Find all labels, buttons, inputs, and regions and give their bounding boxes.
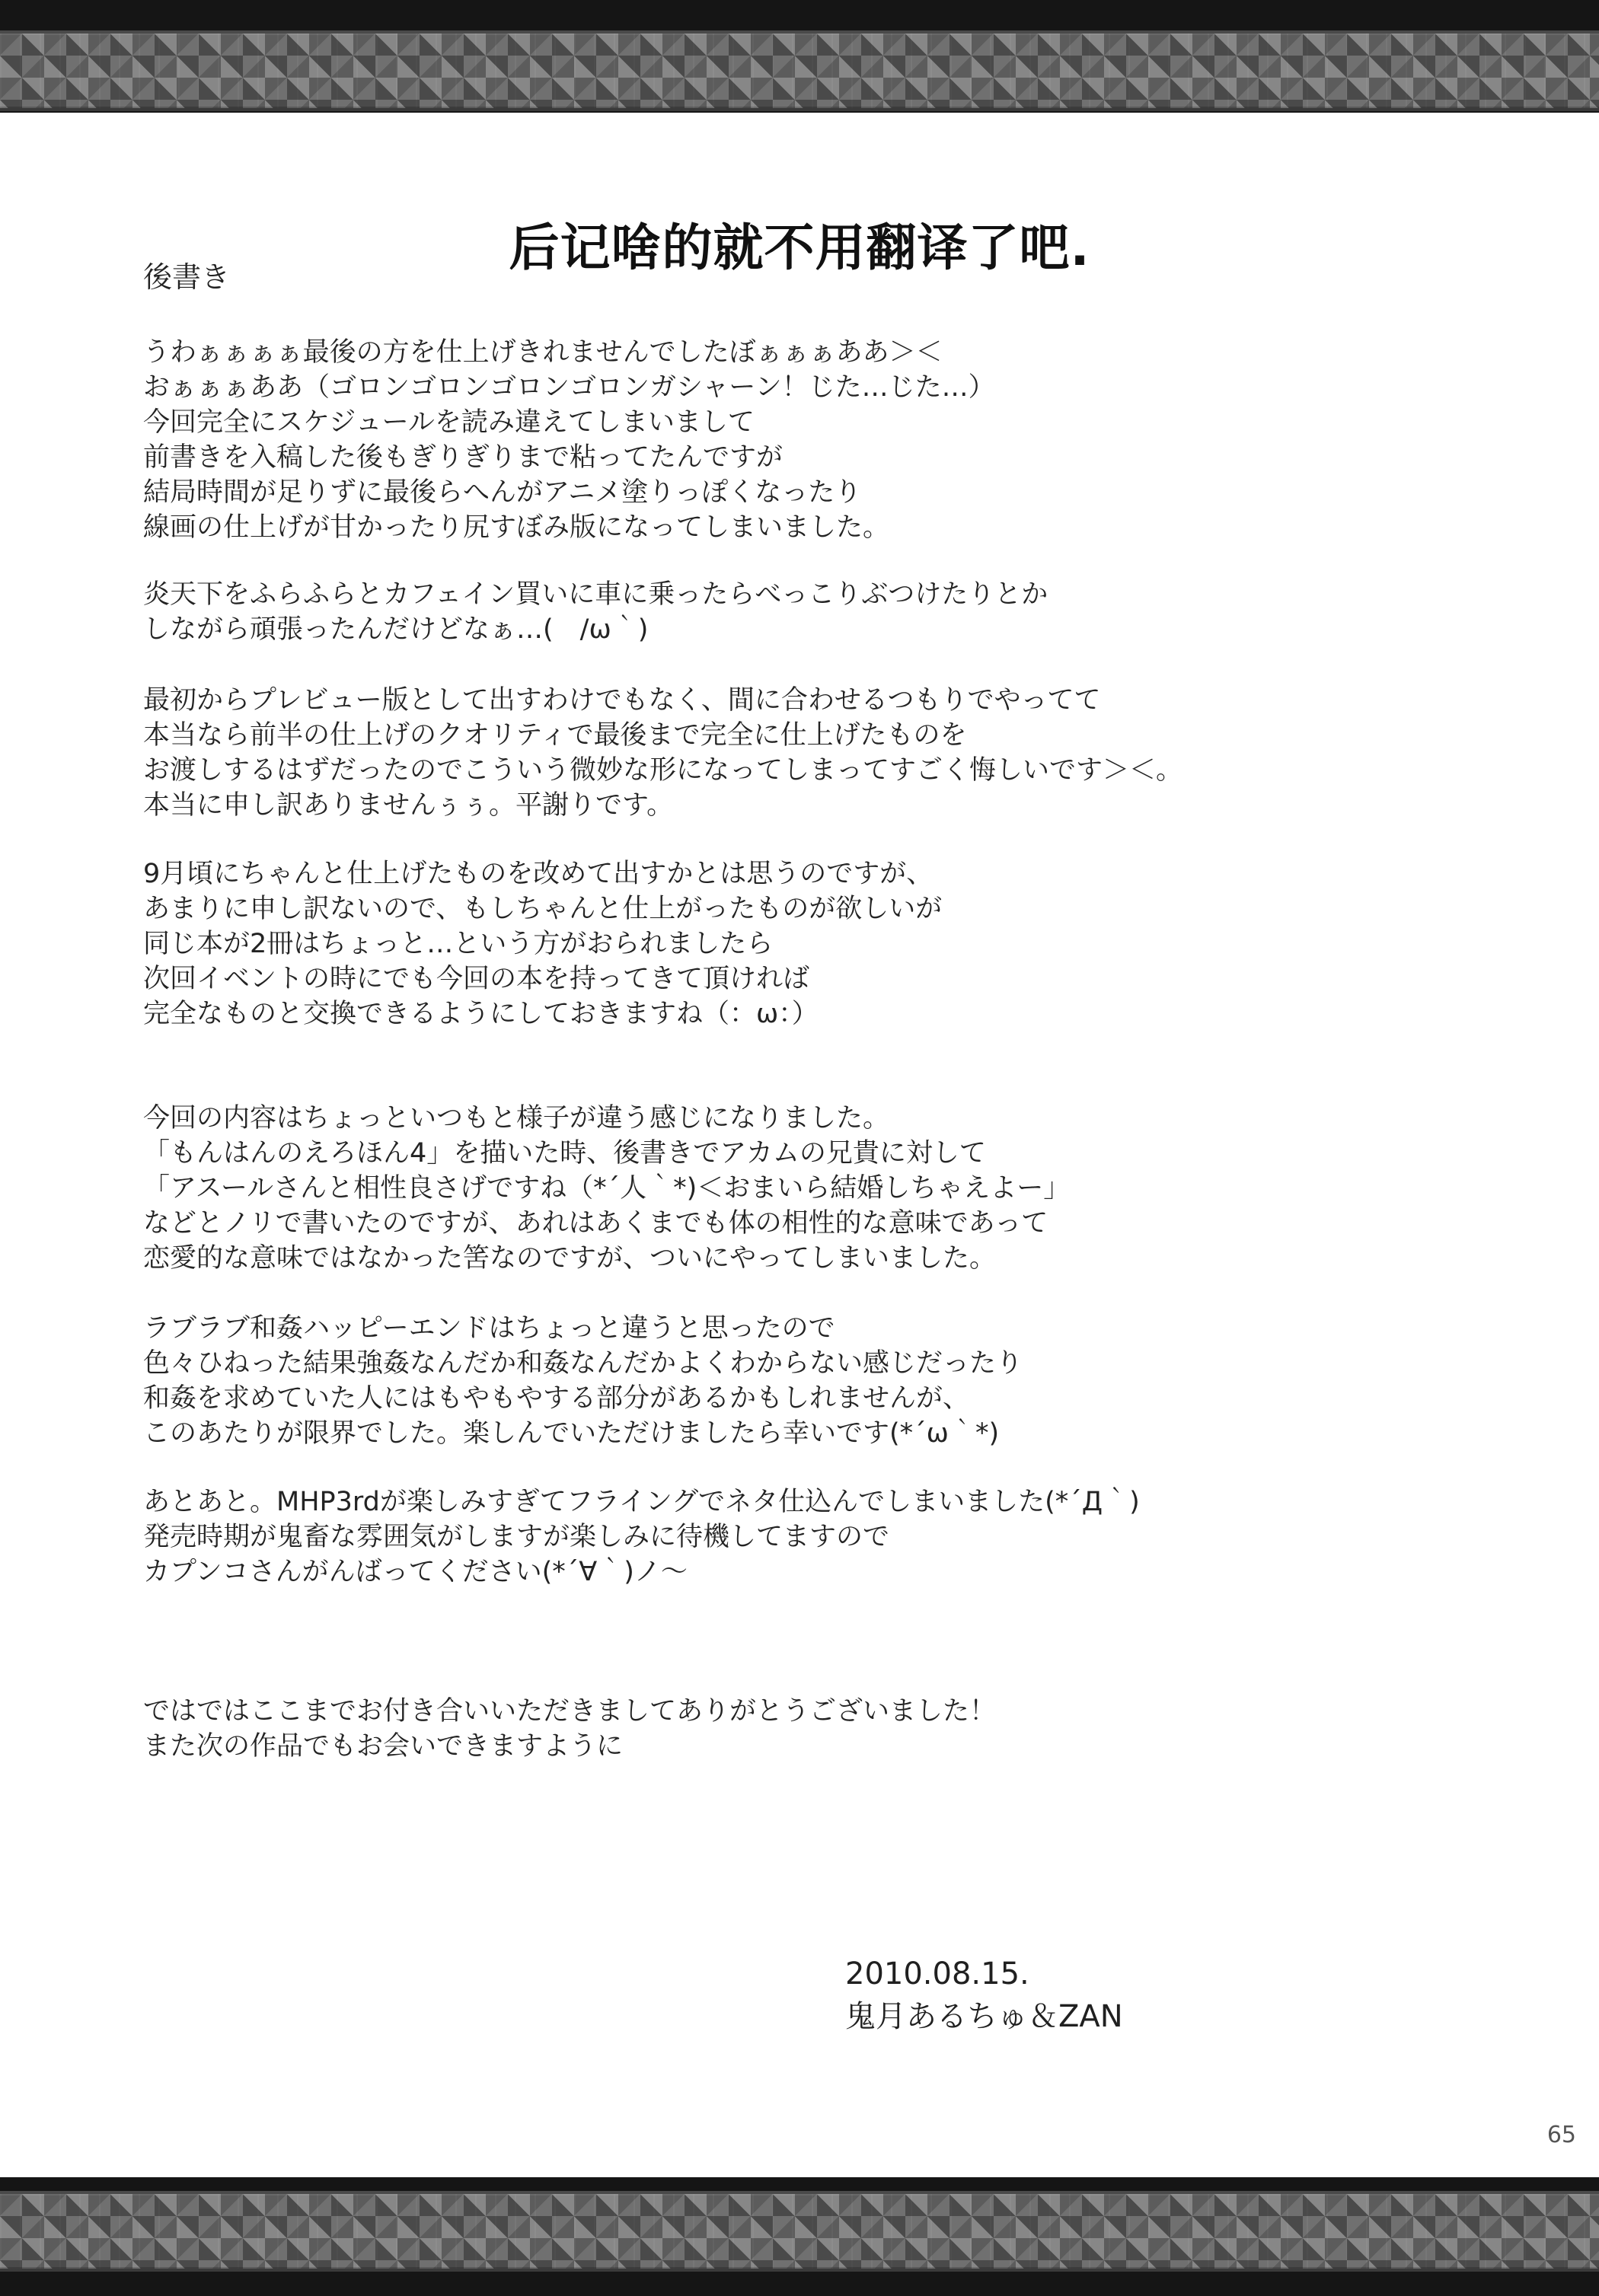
top-decorative-pattern <box>0 30 1599 111</box>
text-line: 完全なものと交換できるようにしておきますね（：ω：） <box>143 999 819 1029</box>
text-line: 発売時期が鬼畜な雰囲気がしますが楽しみに待機してますので <box>143 1522 890 1552</box>
text-line: しながら頑張ったんだけどなぁ…( /ω｀) <box>143 614 649 645</box>
paragraph-7 <box>143 1484 1422 1590</box>
text-line: 次回イベントの時にでも今回の本を持ってきて頂ければ <box>143 964 810 994</box>
text-line: ラブラブ和姦ハッピーエンドはちょっと違うと思ったので <box>143 1313 835 1344</box>
text-line: 「アスールさんと相性良さげですね（*´人｀*)＜おまいら結婚しちゃえよー」 <box>143 1173 1071 1204</box>
text-line: 炎天下をふらふらとカフェイン買いに車に乗ったらべっこりぶつけたりとか <box>143 579 1048 610</box>
text-line: あとあと。MHP3rdが楽しみすぎてフライングでネタ仕込んでしまいました(*´Д｀) <box>143 1487 1140 1517</box>
text-line: などとノリで書いたのですが、あれはあくまでも体の相性的な意味であって <box>143 1208 1048 1239</box>
text-line: うわぁぁぁぁ最後の方を仕上げきれませんでしたぼぁぁぁああ＞＜ <box>143 337 943 368</box>
text-line: 前書きを入稿した後もぎりぎりまで粘ってたんですが <box>143 442 784 473</box>
page-title: 后记啥的就不用翻译了吧. <box>509 218 1090 277</box>
signature-block <box>845 1953 1123 2038</box>
text-line: 線画の仕上げが甘かったり尻すぼみ版になってしまいました。 <box>143 512 890 543</box>
text-line: お渡しするはずだったのでこういう微妙な形になってしまってすごく悔しいです＞＜。 <box>143 755 1183 786</box>
text-line: 結局時間が足りずに最後らへんがアニメ塗りっぽくなったり <box>143 477 862 508</box>
signature-authors: 鬼月あるちゅ＆ZAN <box>845 1999 1123 2034</box>
text-line: 9月頃にちゃんと仕上げたものを改めて出すかとは思うのですが、 <box>143 859 934 889</box>
bottom-decorative-pattern <box>0 2191 1599 2272</box>
text-line: カプンコさんがんばってください(*´∀｀)ノ～ <box>143 1557 688 1587</box>
text-line: また次の作品でもお会いできますように <box>143 1731 624 1762</box>
text-line: 和姦を求めていた人にはもやもやする部分があるかもしれませんが、 <box>143 1383 970 1414</box>
page-number: 65 <box>1546 2122 1576 2148</box>
signature-date: 2010.08.15. <box>845 1956 1029 1991</box>
text-line: このあたりが限界でした。楽しんでいただけましたら幸いです(*´ω｀*) <box>143 1418 1000 1449</box>
paragraph-5 <box>143 1101 1422 1276</box>
paragraph-2 <box>143 577 1422 647</box>
text-line: 今回完全にスケジュールを読み違えてしまいまして <box>143 407 755 438</box>
text-line: 色々ひねった結果強姦なんだか和姦なんだかよくわからない感じだったり <box>143 1348 1023 1379</box>
text-line: 本当に申し訳ありませんぅぅ。平謝りです。 <box>143 790 674 821</box>
text-line: 「もんはんのえろほん4」を描いた時、後書きでアカムの兄貴に対して <box>143 1138 986 1169</box>
text-line: 最初からプレビュー版として出すわけでもなく、間に合わせるつもりでやってて <box>143 685 1101 716</box>
text-line: 恋愛的な意味ではなかった筈なのですが、ついにやってしまいました。 <box>143 1243 997 1274</box>
text-line: ではではここまでお付き合いいただきましてありがとうございました！ <box>143 1696 997 1727</box>
paragraph-6 <box>143 1311 1422 1451</box>
text-line: あまりに申し訳ないので、もしちゃんと仕上がったものが欲しいが <box>143 894 943 924</box>
text-line: おぁぁぁああ（ゴロンゴロンゴロンゴロンガシャーン！じた…じた…） <box>143 372 995 403</box>
paragraph-3 <box>143 683 1422 823</box>
afterword-heading: 後書き <box>143 260 231 294</box>
paragraph-4 <box>143 856 1422 1032</box>
text-line: 今回の内容はちょっといつもと様子が違う感じになりました。 <box>143 1103 890 1134</box>
text-line: 本当なら前半の仕上げのクオリティで最後まで完全に仕上げたものを <box>143 720 967 751</box>
paragraph-1 <box>143 335 1422 545</box>
paragraph-8 <box>143 1694 1422 1764</box>
text-line: 同じ本が2冊はちょっと…という方がおられましたら <box>143 929 774 959</box>
